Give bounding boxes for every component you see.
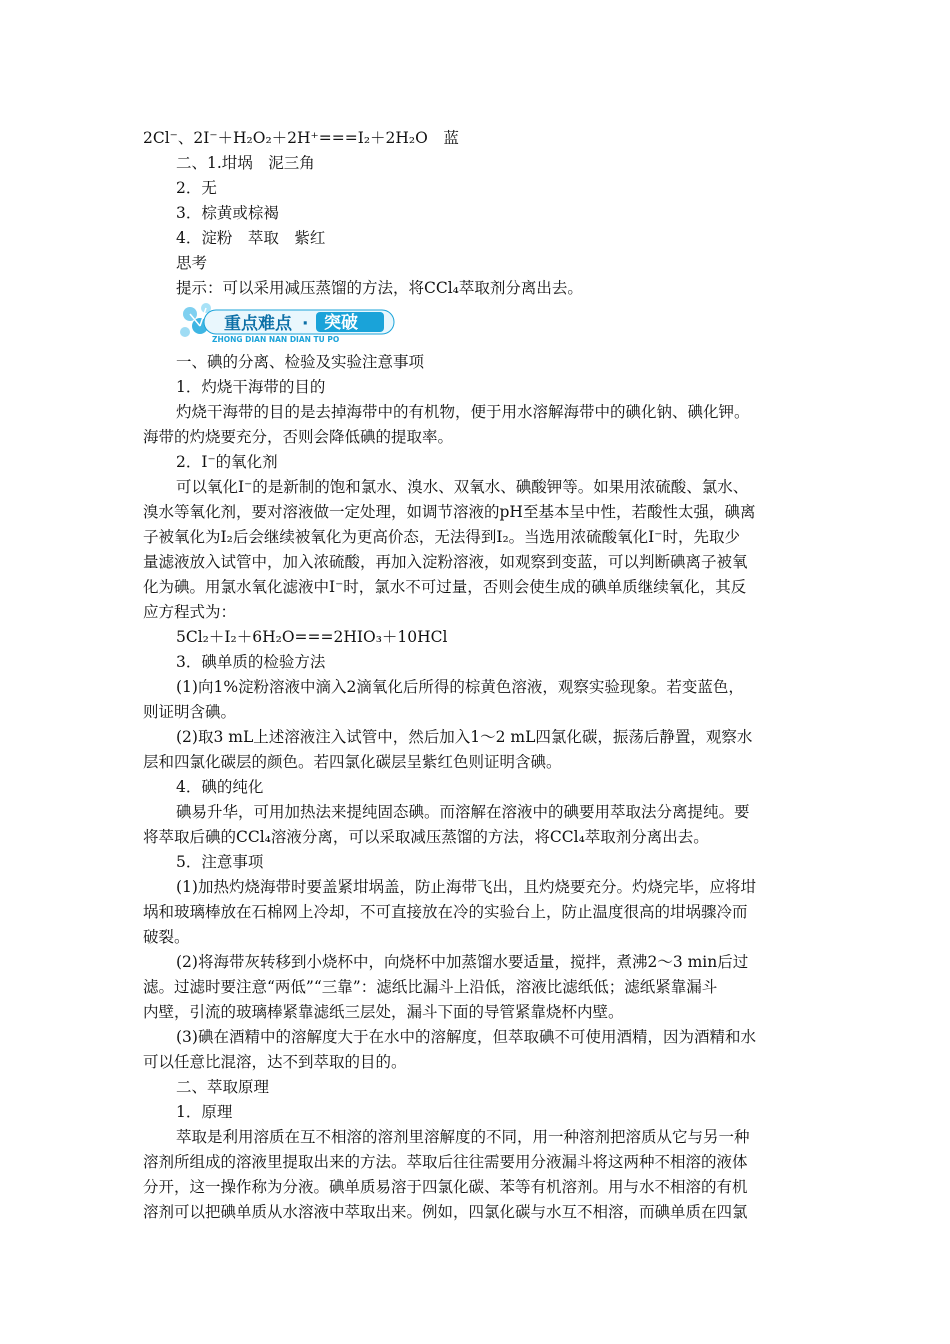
s5-p2-line2: 滤。过滤时要注意“两低”“三靠”：滤纸比漏斗上沿低，溶液比滤纸低；滤纸紧靠漏斗	[143, 978, 718, 996]
think-title: 思考	[176, 254, 208, 272]
s4-line1: 碘易升华，可用加热法来提纯固态碘。而溶解在溶液中的碘要用萃取法分离提纯。要	[176, 803, 750, 821]
answer-2-2: 2．无	[176, 179, 217, 197]
s3-p1-line2: 则证明含碘。	[143, 703, 237, 721]
answer-2-4: 4．淀粉 萃取 紫红	[176, 229, 326, 247]
s2-line3: 子被氧化为I₂后会继续被氧化为更高价态，无法得到I₂。当选用浓硫酸氧化I⁻时，先取少	[143, 528, 740, 546]
s4-title: 4．碘的纯化	[176, 778, 264, 796]
equation-line: 2Cl⁻、2I⁻＋H₂O₂＋2H⁺===I₂＋2H₂O 蓝	[143, 129, 459, 147]
section2-s1-title: 1．原理	[176, 1103, 233, 1121]
s2-title: 2．I⁻的氧化剂	[176, 453, 278, 471]
banner-dot: ·	[302, 314, 309, 334]
section2-line1: 萃取是利用溶质在互不相溶的溶剂里溶解度的不同，用一种溶剂把溶质从它与另一种	[176, 1128, 750, 1146]
section2-line3: 分开，这一操作称为分液。碘单质易溶于四氯化碳、苯等有机溶剂。用与水不相溶的有机	[143, 1178, 748, 1196]
s1-title: 1．灼烧干海带的目的	[176, 378, 326, 396]
s5-title: 5．注意事项	[176, 853, 264, 871]
answer-2-3: 3．棕黄或棕褐	[176, 204, 279, 222]
s5-p3-line2: 可以任意比混溶，达不到萃取的目的。	[143, 1053, 407, 1071]
section2-heading: 二、萃取原理	[176, 1078, 270, 1096]
s3-p2-line1: (2)取3 mL上述溶液注入试管中，然后加入1～2 mL四氯化碳，振荡后静置，观察水	[176, 728, 753, 746]
s5-p3-line1: (3)碘在酒精中的溶解度大于在水中的溶解度，但萃取碘不可使用酒精，因为酒精和水	[176, 1028, 756, 1046]
s5-p1-line2: 埚和玻璃棒放在石棉网上冷却，不可直接放在冷的实验台上，防止温度很高的坩埚骤冷而	[143, 903, 748, 921]
s2-line1: 可以氧化I⁻的是新制的饱和氯水、溴水、双氧水、碘酸钾等。如果用浓硫酸、氯水、	[176, 478, 749, 496]
think-hint: 提示：可以采用减压蒸馏的方法，将CCl₄萃取剂分离出去。	[176, 279, 583, 297]
s2-line6: 应方程式为：	[143, 603, 237, 621]
s2-line2: 溴水等氧化剂，要对溶液做一定处理，如调节溶液的pH至基本呈中性，若酸性太强，碘离	[143, 503, 756, 521]
s5-p1-line1: (1)加热灼烧海带时要盖紧坩埚盖，防止海带飞出，且灼烧要充分。灼烧完毕，应将坩	[176, 878, 756, 896]
banner-pinyin: ZHONG DIAN NAN DIAN TU PO	[212, 335, 340, 344]
key-points-banner	[176, 300, 398, 344]
s1-line2: 海带的灼烧要充分，否则会降低碘的提取率。	[143, 428, 454, 446]
s2-line4: 量滤液放入试管中，加入浓硫酸，再加入淀粉溶液，如观察到变蓝，可以判断碘离子被氧	[143, 553, 748, 571]
section2-line2: 溶剂所组成的溶液里提取出来的方法。萃取后往往需要用分液漏斗将这两种不相溶的液体	[143, 1153, 748, 1171]
banner-title-part2: 突破	[324, 313, 358, 333]
s3-title: 3．碘单质的检验方法	[176, 653, 326, 671]
s2-line5: 化为碘。用氯水氧化滤液中I⁻时，氯水不可过量，否则会使生成的碘单质继续氧化，其反	[143, 578, 747, 596]
section1-heading: 一、碘的分离、检验及实验注意事项	[176, 353, 425, 371]
s3-p2-line2: 层和四氯化碳层的颜色。若四氯化碳层呈紫红色则证明含碘。	[143, 753, 562, 771]
s5-p2-line3: 内壁，引流的玻璃棒紧靠滤纸三层处，漏斗下面的导管紧靠烧杯内壁。	[143, 1003, 624, 1021]
answer-2-1: 二、1.坩埚 泥三角	[176, 154, 315, 172]
s1-line1: 灼烧干海带的目的是去掉海带中的有机物，便于用水溶解海带中的碘化钠、碘化钾。	[176, 403, 750, 421]
section2-line4: 溶剂可以把碘单质从水溶液中萃取出来。例如，四氯化碳与水互不相溶，而碘单质在四氯	[143, 1203, 748, 1221]
s4-line2: 将萃取后碘的CCl₄溶液分离，可以采取减压蒸馏的方法，将CCl₄萃取剂分离出去。	[143, 828, 709, 846]
banner-title-part1: 重点难点	[224, 314, 292, 334]
s5-p2-line1: (2)将海带灰转移到小烧杯中，向烧杯中加蒸馏水要适量，搅拌，煮沸2～3 min后过	[176, 953, 749, 971]
s5-p1-line3: 破裂。	[143, 928, 190, 946]
s3-p1-line1: (1)向1%淀粉溶液中滴入2滴氧化后所得的棕黄色溶液，观察实验现象。若变蓝色，	[176, 678, 744, 696]
s2-equation: 5Cl₂＋I₂＋6H₂O===2HIO₃＋10HCl	[176, 628, 448, 646]
